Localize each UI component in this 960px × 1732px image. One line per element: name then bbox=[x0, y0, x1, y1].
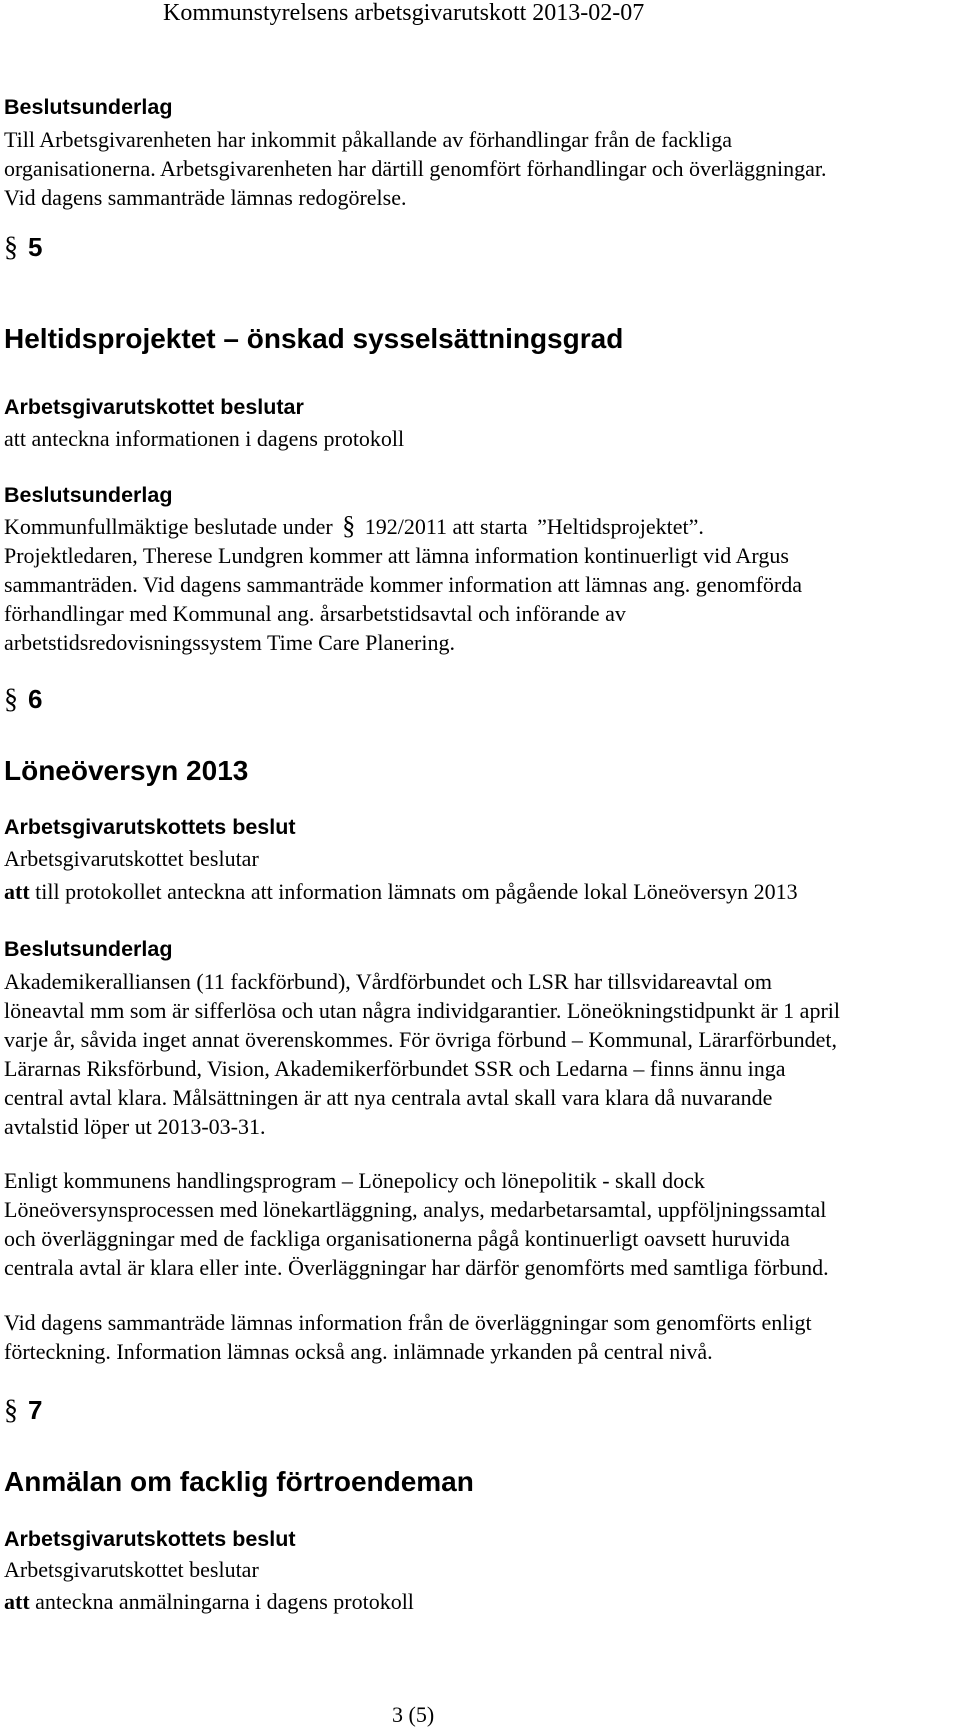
section-5-basis-heading: Beslutsunderlag bbox=[4, 483, 173, 507]
text-line: avtalstid löper ut 2013-03-31. bbox=[4, 1114, 266, 1139]
section-number: 6 bbox=[28, 684, 43, 714]
section-mark: § bbox=[4, 232, 18, 263]
section-mark: § bbox=[342, 511, 356, 540]
text-line: Enligt kommunens handlingsprogram – Lönepolicy och lönepolitik - skall dock bbox=[4, 1168, 705, 1193]
text-line: centrala avtal är klara eller inte. Överläggningar har därför genomförts med samtliga förbund. bbox=[4, 1255, 829, 1280]
intro-paragraph bbox=[4, 125, 827, 212]
section-mark: § bbox=[4, 1395, 18, 1426]
text-line: Vid dagens sammanträde lämnas redogörelse. bbox=[4, 185, 407, 210]
text-line: Till Arbetsgivarenheten har inkommit påkallande av förhandlingar från de fackliga bbox=[4, 127, 733, 152]
section-6-basis-heading: Beslutsunderlag bbox=[4, 937, 173, 961]
section-7-number bbox=[4, 1395, 42, 1427]
text-line: förhandlingar med Kommunal ang. årsarbetstidsavtal och införande av bbox=[4, 601, 626, 626]
section-7-decision-text bbox=[4, 1587, 414, 1616]
decision-rest: till protokollet anteckna att information lämnats om pågående lokal Löneöversyn 2013 bbox=[35, 879, 798, 904]
section-number: 5 bbox=[28, 232, 43, 262]
text-line bbox=[4, 511, 802, 541]
section-6-decision-sub: Arbetsgivarutskottet beslutar bbox=[4, 846, 259, 871]
text-line: central avtal klara. Målsättningen är att nya centrala avtal skall vara klara då nuvarande bbox=[4, 1085, 773, 1110]
text-line: varje år, såvida inget annat överenskommes. För övriga förbund – Kommunal, Lärarförbundet, bbox=[4, 1027, 838, 1052]
decision-att: att bbox=[4, 879, 30, 904]
text-line: arbetstidsredovisningssystem Time Care Planering. bbox=[4, 630, 455, 655]
text-line: förteckning. Information lämnas också ang. inlämnade yrkanden på central nivå. bbox=[4, 1339, 713, 1364]
section-7-decision-heading: Arbetsgivarutskottets beslut bbox=[4, 1527, 296, 1551]
text-line: sammanträden. Vid dagens sammanträde kommer information att lämnas ang. genomförda bbox=[4, 572, 802, 597]
text-line: löneavtal mm som är sifferlösa och utan några individgarantier. Löneökningstidpunkt är 1 april bbox=[4, 998, 840, 1023]
text-line: organisationerna. Arbetsgivarenheten har därtill genomfört förhandlingar och överläggningar. bbox=[4, 156, 827, 181]
section-6-paragraph-2 bbox=[4, 1166, 829, 1282]
decision-rest: anteckna anmälningarna i dagens protokoll bbox=[35, 1589, 414, 1614]
section-6-number bbox=[4, 684, 42, 716]
text-line: Lärarnas Riksförbund, Vision, Akademikerförbundet SSR och Ledarna – finns ännu inga bbox=[4, 1056, 786, 1081]
basis-text-a: Kommunfullmäktige beslutade under bbox=[4, 514, 333, 539]
section-7-title: Anmälan om facklig förtroendeman bbox=[4, 1466, 474, 1497]
basis-text-c: ”Heltidsprojektet”. bbox=[537, 514, 704, 539]
section-6-title: Löneöversyn 2013 bbox=[4, 755, 249, 786]
section-5-number bbox=[4, 232, 42, 264]
intro-basis-heading: Beslutsunderlag bbox=[4, 95, 173, 119]
decision-att: att bbox=[4, 1589, 30, 1614]
page-header-title: Kommunstyrelsens arbetsgivarutskott 2013-02-07 bbox=[163, 0, 645, 26]
page-number: 3 (5) bbox=[392, 1702, 435, 1727]
section-5-title: Heltidsprojektet – önskad sysselsättningsgrad bbox=[4, 323, 624, 354]
text-line: Akademikeralliansen (11 fackförbund), Vårdförbundet och LSR har tillsvidareavtal om bbox=[4, 969, 772, 994]
basis-text-b: 192/2011 att starta bbox=[364, 514, 528, 539]
section-6-paragraph-1 bbox=[4, 967, 840, 1141]
section-6-paragraph-3 bbox=[4, 1308, 812, 1366]
section-5-basis-paragraph bbox=[4, 511, 802, 657]
text-line: Projektledaren, Therese Lundgren kommer att lämna information kontinuerligt vid Argus bbox=[4, 543, 789, 568]
text-line: Löneöversynsprocessen med lönekartläggning, analys, medarbetarsamtal, uppföljningssamtal bbox=[4, 1197, 827, 1222]
text-line: Vid dagens sammanträde lämnas information från de överläggningar som genomförts enligt bbox=[4, 1310, 812, 1335]
section-mark: § bbox=[4, 684, 18, 715]
section-6-decision-heading: Arbetsgivarutskottets beslut bbox=[4, 815, 296, 839]
text-line: och överläggningar med de fackliga organisationerna pågå kontinuerligt oavsett huruvida bbox=[4, 1226, 790, 1251]
section-5-decision-heading: Arbetsgivarutskottet beslutar bbox=[4, 395, 304, 419]
section-6-decision-text bbox=[4, 877, 798, 906]
section-number: 7 bbox=[28, 1395, 43, 1425]
section-7-decision-sub: Arbetsgivarutskottet beslutar bbox=[4, 1557, 259, 1582]
section-5-decision-text: att anteckna informationen i dagens protokoll bbox=[4, 426, 405, 451]
